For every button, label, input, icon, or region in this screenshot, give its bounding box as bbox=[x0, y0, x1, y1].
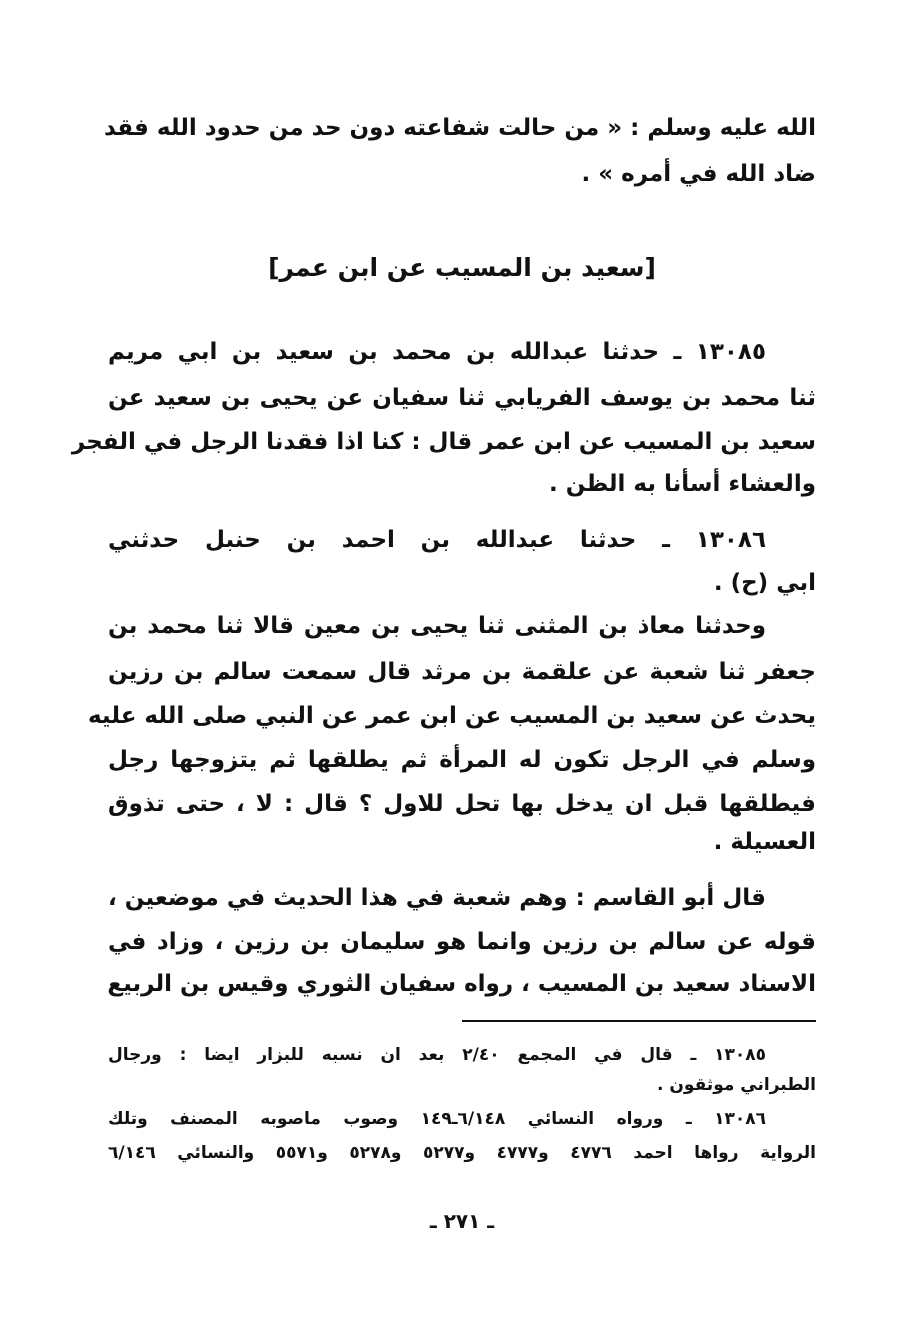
hadith-13085-line: ١٣٠٨٥ ـ حدثنا عبدالله بن محمد بن سعيد بن ابي مريم bbox=[108, 339, 766, 365]
text-line: ضاد الله في أمره » . bbox=[581, 161, 816, 187]
hadith-13085-line: سعيد بن المسيب عن ابن عمر قال : كنا اذا فقدنا الرجل في الفجر bbox=[71, 429, 816, 455]
hadith-13086-line: وحدثنا معاذ بن المثنى ثنا يحيى بن معين قالا ثنا محمد بن bbox=[108, 613, 766, 639]
hadith-13086-line: فيطلقها قبل ان يدخل بها تحل للاول ؟ قال : لا ، حتى تذوق bbox=[108, 791, 816, 817]
commentary-line: قال أبو القاسم : وهم شعبة في هذا الحديث في موضعين ، bbox=[108, 885, 766, 911]
commentary-line: الاسناد سعيد بن المسيب ، رواه سفيان الثوري وقيس بن الربيع bbox=[107, 971, 816, 997]
footnote-line: ١٣٠٨٦ ـ ورواه النسائي ٦/١٤٨ـ١٤٩ وصوب ماصوبه المصنف وتلك bbox=[108, 1109, 767, 1129]
hadith-13086-line: ابي (ح) . bbox=[713, 570, 816, 596]
footnote-line: الرواية رواها احمد ٤٧٧٦ و٤٧٧٧ و٥٢٧٧ و٥٢٧٨ و٥٥٧١ والنسائي ٦/١٤٦ bbox=[108, 1143, 816, 1163]
hadith-13086-line: وسلم في الرجل تكون له المرأة ثم يطلقها ثم يتزوجها رجل bbox=[108, 747, 816, 773]
section-heading: [سعيد بن المسيب عن ابن عمر] bbox=[268, 253, 656, 282]
hadith-13085-line: ثنا محمد بن يوسف الفريابي ثنا سفيان عن يحيى بن سعيد عن bbox=[108, 385, 816, 411]
footnote-divider bbox=[462, 1020, 816, 1022]
hadith-13086-line: العسيلة . bbox=[713, 829, 816, 855]
page-number: ـ ٢٧١ ـ bbox=[429, 1209, 495, 1233]
footnote-line: ١٣٠٨٥ ـ قال في المجمع ٢/٤٠ بعد ان نسبه للبزار ايضا : ورجال bbox=[108, 1045, 766, 1065]
hadith-13085-line: والعشاء أسأنا به الظن . bbox=[549, 471, 816, 497]
book-page bbox=[71, 0, 816, 1343]
text-line: الله عليه وسلم : « من حالت شفاعته دون حد من حدود الله فقد bbox=[103, 115, 816, 141]
hadith-13086-line: جعفر ثنا شعبة عن علقمة بن مرثد قال سمعت سالم بن رزين bbox=[108, 659, 816, 685]
footnote-line: الطبراني موثقون . bbox=[657, 1075, 816, 1095]
hadith-13086-line: ١٣٠٨٦ ـ حدثنا عبدالله بن احمد بن حنبل حدثني bbox=[108, 527, 766, 553]
hadith-13086-line: يحدث عن سعيد بن المسيب عن ابن عمر عن النبي صلى الله عليه bbox=[87, 703, 816, 729]
commentary-line: قوله عن سالم بن رزين وانما هو سليمان بن رزين ، وزاد في bbox=[108, 929, 816, 955]
